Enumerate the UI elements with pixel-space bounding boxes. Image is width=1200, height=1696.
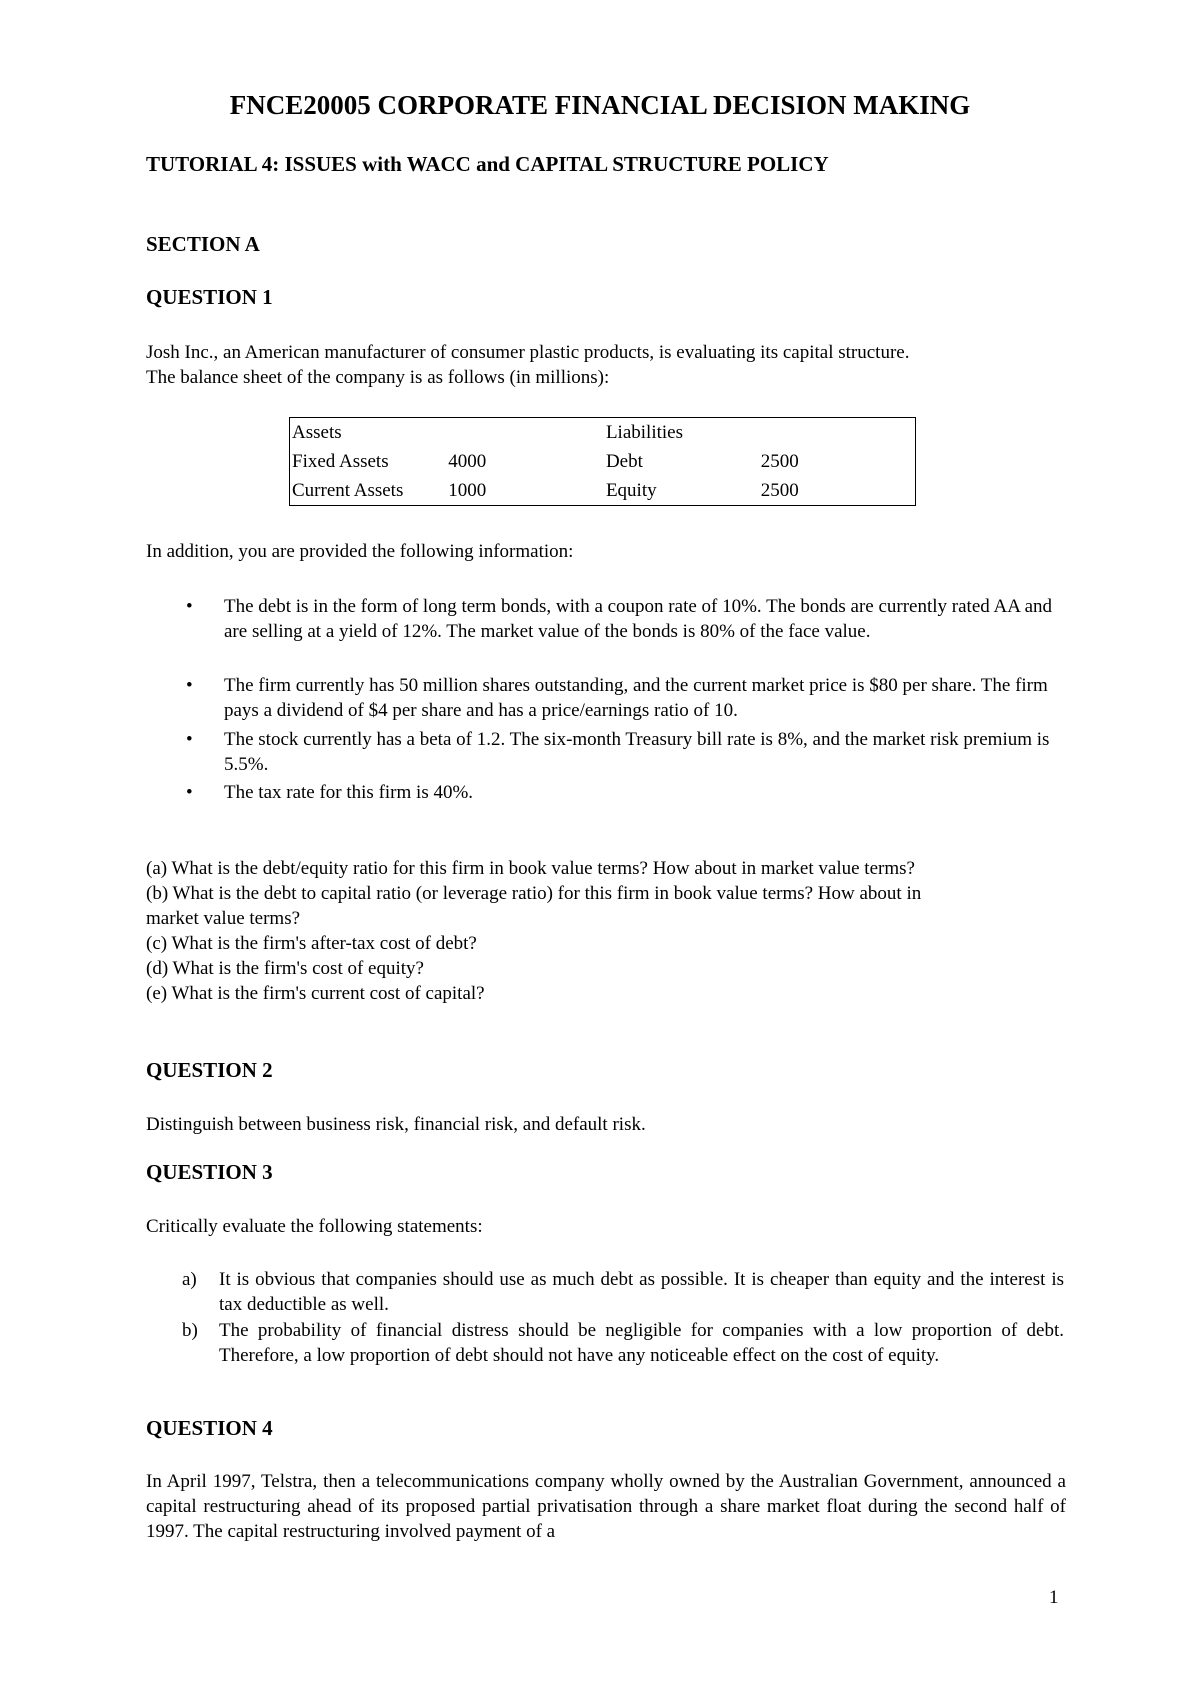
balance-sheet-table [289, 417, 916, 506]
question-part-c: (c) What is the firm's after-tax cost of debt? [146, 933, 477, 954]
liability-value: 2500 [760, 479, 799, 501]
question-part-d: (d) What is the firm's cost of equity? [146, 958, 424, 979]
question-part-b: (b) What is the debt to capital ratio (or leverage ratio) for this firm in book value terms? How about in [146, 883, 922, 904]
info-bullet: The firm currently has 50 million shares outstanding, and the current market price is $80 per share. The firm pays a dividend of $4 per share and has a price/earnings ratio of 10. [224, 675, 1048, 721]
assets-header: Assets [292, 421, 342, 443]
info-bullet: The tax rate for this firm is 40%. [224, 782, 474, 803]
question-4-text: In April 1997, Telstra, then a telecommunications company wholly owned by the Australian Government, announced a capital restructuring ahead of its proposed partial privatisation through a share market float during the second half of 1997. The capital restructuring involved payment of a [146, 1471, 1066, 1542]
question-2-heading: QUESTION 2 [146, 1058, 273, 1082]
asset-value: 1000 [448, 479, 487, 501]
tutorial-title: TUTORIAL 4: ISSUES with WACC and CAPITAL STRUCTURE POLICY [146, 152, 829, 176]
asset-label: Fixed Assets [292, 450, 389, 472]
question-1-intro-line-2: The balance sheet of the company is as follows (in millions): [146, 367, 610, 388]
question-1-heading: QUESTION 1 [146, 285, 273, 309]
question-part-b-cont: market value terms? [146, 908, 301, 929]
question-2-text: Distinguish between business risk, financial risk, and default risk. [146, 1114, 646, 1135]
list-item-label: b) [182, 1320, 198, 1341]
liability-label: Debt [605, 450, 643, 472]
table-row [290, 418, 916, 448]
page-title: FNCE20005 CORPORATE FINANCIAL DECISION MAKING [229, 90, 971, 120]
bullet-icon: • [186, 782, 193, 803]
liability-value: 2500 [760, 450, 799, 472]
question-1-intro-line-1: Josh Inc., an American manufacturer of consumer plastic products, is evaluating its capital structure. [146, 342, 910, 363]
question-4-heading: QUESTION 4 [146, 1416, 273, 1440]
table-row [290, 476, 916, 506]
section-a-heading: SECTION A [146, 232, 260, 256]
info-bullet: The stock currently has a beta of 1.2. The six-month Treasury bill rate is 8%, and the market risk premium is 5.5%. [224, 729, 1050, 775]
bullet-icon: • [186, 675, 193, 696]
question-3-intro: Critically evaluate the following statements: [146, 1216, 483, 1237]
list-item-label: a) [182, 1269, 197, 1290]
bullet-icon: • [186, 596, 193, 617]
question-part-a: (a) What is the debt/equity ratio for this firm in book value terms? How about in market value terms? [146, 858, 915, 879]
list-item: The probability of financial distress should be negligible for companies with a low proportion of debt. Therefore, a low proportion of debt should not have any noticeable effect on the cost of equity. [219, 1320, 1064, 1366]
info-bullet: The debt is in the form of long term bonds, with a coupon rate of 10%. The bonds are currently rated AA and are selling at a yield of 12%. The market value of the bonds is 80% of the face value. [224, 596, 1053, 642]
question-part-e: (e) What is the firm's current cost of capital? [146, 983, 485, 1004]
list-item: It is obvious that companies should use as much debt as possible. It is cheaper than equity and the interest is tax deductible as well. [219, 1269, 1064, 1315]
page-number: 1 [1049, 1587, 1059, 1608]
asset-value: 4000 [448, 450, 487, 472]
bullet-icon: • [186, 729, 193, 750]
liabilities-header: Liabilities [605, 421, 683, 443]
table-row [290, 447, 916, 476]
liability-label: Equity [605, 479, 657, 501]
question-3-heading: QUESTION 3 [146, 1160, 273, 1184]
asset-label: Current Assets [292, 479, 404, 501]
additional-info-intro: In addition, you are provided the following information: [146, 541, 574, 562]
